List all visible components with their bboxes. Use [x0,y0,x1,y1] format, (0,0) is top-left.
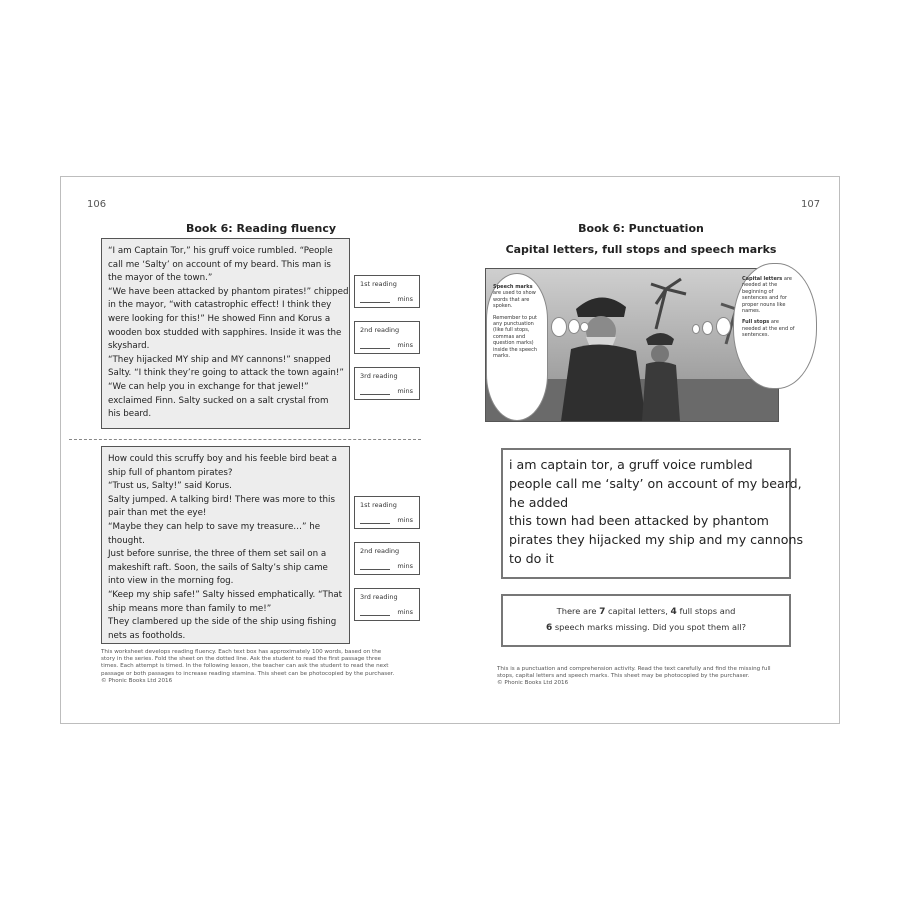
passage-line: into view in the morning fog. [108,576,234,587]
passage-line: were looking for this!” He showed Finn and Korus a [108,313,331,324]
reading-box-unit: mins [397,387,413,395]
reading-box-label: 1st reading [360,280,397,288]
bubble-text: are [783,276,792,282]
reading-box-1[interactable] [354,275,420,308]
bubble-text: sentences. [742,332,770,339]
text-line: this town had been attacked by phantom [509,513,769,529]
answer-box [501,594,791,647]
bubble-text: spoken. [493,303,513,310]
thought-dot [580,322,589,332]
bubble-text: commas and [493,333,526,340]
bubble-term: Full stops [742,319,770,326]
passage-line: “We have been attacked by phantom pirates!” chipped [108,286,349,297]
reading-box-label: 2nd reading [360,326,400,334]
passage-line: ship full of phantom pirates? [108,467,233,478]
passage-line: makeshift raft. Soon, the sails of Salty’s ship came [108,562,328,573]
time-line [360,302,390,303]
reading-box-unit: mins [397,295,413,303]
footer-line: © Phonic Books Ltd 2016 [101,677,173,684]
unpunctuated-text-box [501,448,804,579]
bubble-text: words that are [493,296,530,303]
text-line: to do it [509,550,554,566]
reading-box-3[interactable] [354,367,420,400]
passage-line: his beard. [108,409,152,420]
passage-line: “They hijacked MY ship and MY cannons!” snapped [108,354,331,365]
passage-line: the mayor of the town.” [108,273,213,284]
passage-line: “We can help you in exchange for that jewel!” [108,381,309,392]
bubble-text: inside the speech [493,346,538,353]
book-spread [60,176,840,724]
passage-line: nets as footholds. [108,630,186,641]
passage-line: “Trust us, Salty!” said Korus. [108,481,232,492]
footer-line: This is a punctuation and comprehension activity. Read the text carefully and find the missing full [497,666,771,672]
text-line: pirates they hijacked my ship and my cannons [509,532,804,548]
passage-line: “Maybe they can help to save my treasure…” he [108,521,321,532]
passage-line: How could this scruffy boy and his feeble bird beat a [108,454,338,464]
passage-line: Salty. “I think they’re going to attack the town again!” [108,368,344,379]
reading-box-label: 1st reading [360,501,397,509]
passage-line: “I am Captain Tor,” his gruff voice rumbled. “People [108,246,333,256]
reading-box-5[interactable] [354,542,420,575]
bubble-term: Capital letters [742,276,783,282]
left-footer [101,649,431,685]
bubble-text: are [770,319,779,326]
bubble-text: beginning of [742,288,774,295]
left-page-title: Book 6: Reading fluency [185,222,337,235]
answer-text: There are [556,606,597,616]
reading-box-unit: mins [397,341,413,349]
reading-box-unit: mins [397,608,413,616]
time-line [360,394,390,395]
passage-line: ship means more than family to me!” [108,603,272,614]
bubble-text: proper nouns like [742,301,786,308]
passage-line: call me ‘Salty’ on account of my beard. This man is [108,259,331,270]
answer-text: speech marks missing. Did you spot them all? [554,622,747,632]
reading-box-label: 2nd reading [360,547,400,555]
capital-letters-bubble [733,263,817,389]
right-page-subtitle: Capital letters, full stops and speech marks [505,243,777,256]
thought-dot [692,324,700,334]
bubble-text: question marks) [493,340,534,347]
thought-dot [702,321,713,335]
reading-box-label: 3rd reading [360,372,398,380]
footer-line: This worksheet develops reading fluency. Each text box has approximately 100 words, based on the [101,649,382,655]
passage-line: pair than met the eye! [108,508,207,519]
passage-line: They clambered up the side of the ship using fishing [108,617,337,628]
reading-box-label: 3rd reading [360,593,398,601]
bubble-text: (like full stops, [493,327,530,334]
capital-count: 7 [599,607,606,617]
passage-1 [101,238,350,429]
passage-line: wooden box studded with sapphires. Inside it was the [108,327,342,338]
speech-count: 6 [545,623,553,633]
stop-count: 4 [670,607,677,617]
footer-line: story in the series. Fold the sheet on the dotted line. Ask the student to read the first passage three [101,656,382,663]
text-line: i am captain tor, a gruff voice rumbled [509,457,753,472]
thought-dot [716,317,731,336]
footer-line: passage or both passages to increase reading stamina. This sheet can be photocopied by the purchaser. [101,670,395,677]
footer-line: times. Each attempt is timed. In the following lesson, the teacher can ask the student to read the next [101,663,389,670]
fold-line [69,439,421,440]
time-line [360,523,390,524]
bubble-text: needed at the [742,282,778,289]
text-line: he added [509,494,569,510]
bubble-text: names. [742,308,761,315]
time-line [360,615,390,616]
reading-box-6[interactable] [354,588,420,621]
right-footer [497,666,817,688]
time-line [360,569,390,570]
thought-dot [551,317,567,337]
passage-line: thought. [108,535,145,546]
reading-box-4[interactable] [354,496,420,529]
reading-box-unit: mins [397,562,413,570]
passage-line: in the mayor, “with catastrophic effect! I think they [108,300,332,311]
answer-line-1 [503,604,789,620]
passage-line: “Keep my ship safe!” Salty hissed emphatically. “That [108,589,343,600]
speech-marks-bubble [486,273,548,421]
right-page-title: Book 6: Punctuation [578,222,704,235]
footer-line: © Phonic Books Ltd 2016 [497,680,569,687]
passage-line: Salty jumped. A talking bird! There was more to this [108,494,335,505]
bubble-text: are used to show [493,290,536,297]
reading-box-unit: mins [397,516,413,524]
bubble-text: sentences and for [742,295,787,302]
left-page-number: 106 [87,199,107,210]
bubble-text: Remember to put [493,314,537,321]
thought-dot [568,319,580,334]
time-line [360,348,390,349]
answer-text: capital letters, [608,606,668,616]
answer-line-2 [503,620,789,636]
footer-line: stops, capital letters and speech marks. This sheet may be photocopied by the purchaser. [497,673,750,680]
bubble-text: marks. [493,353,511,360]
passage-line: skyshard. [108,341,150,352]
answer-text: full stops and [679,606,736,616]
text-line: people call me ‘salty’ on account of my beard, [509,475,802,491]
right-page-number: 107 [801,199,821,210]
passage-2 [101,446,350,644]
bubble-term: Speech marks [493,284,533,290]
passage-line: Just before sunrise, the three of them set sail on a [108,549,327,560]
bubble-text: any punctuation [493,321,534,328]
passage-line: exclaimed Finn. Salty sucked on a salt crystal from [108,395,329,406]
reading-box-2[interactable] [354,321,420,354]
bubble-text: needed at the end of [742,325,795,332]
